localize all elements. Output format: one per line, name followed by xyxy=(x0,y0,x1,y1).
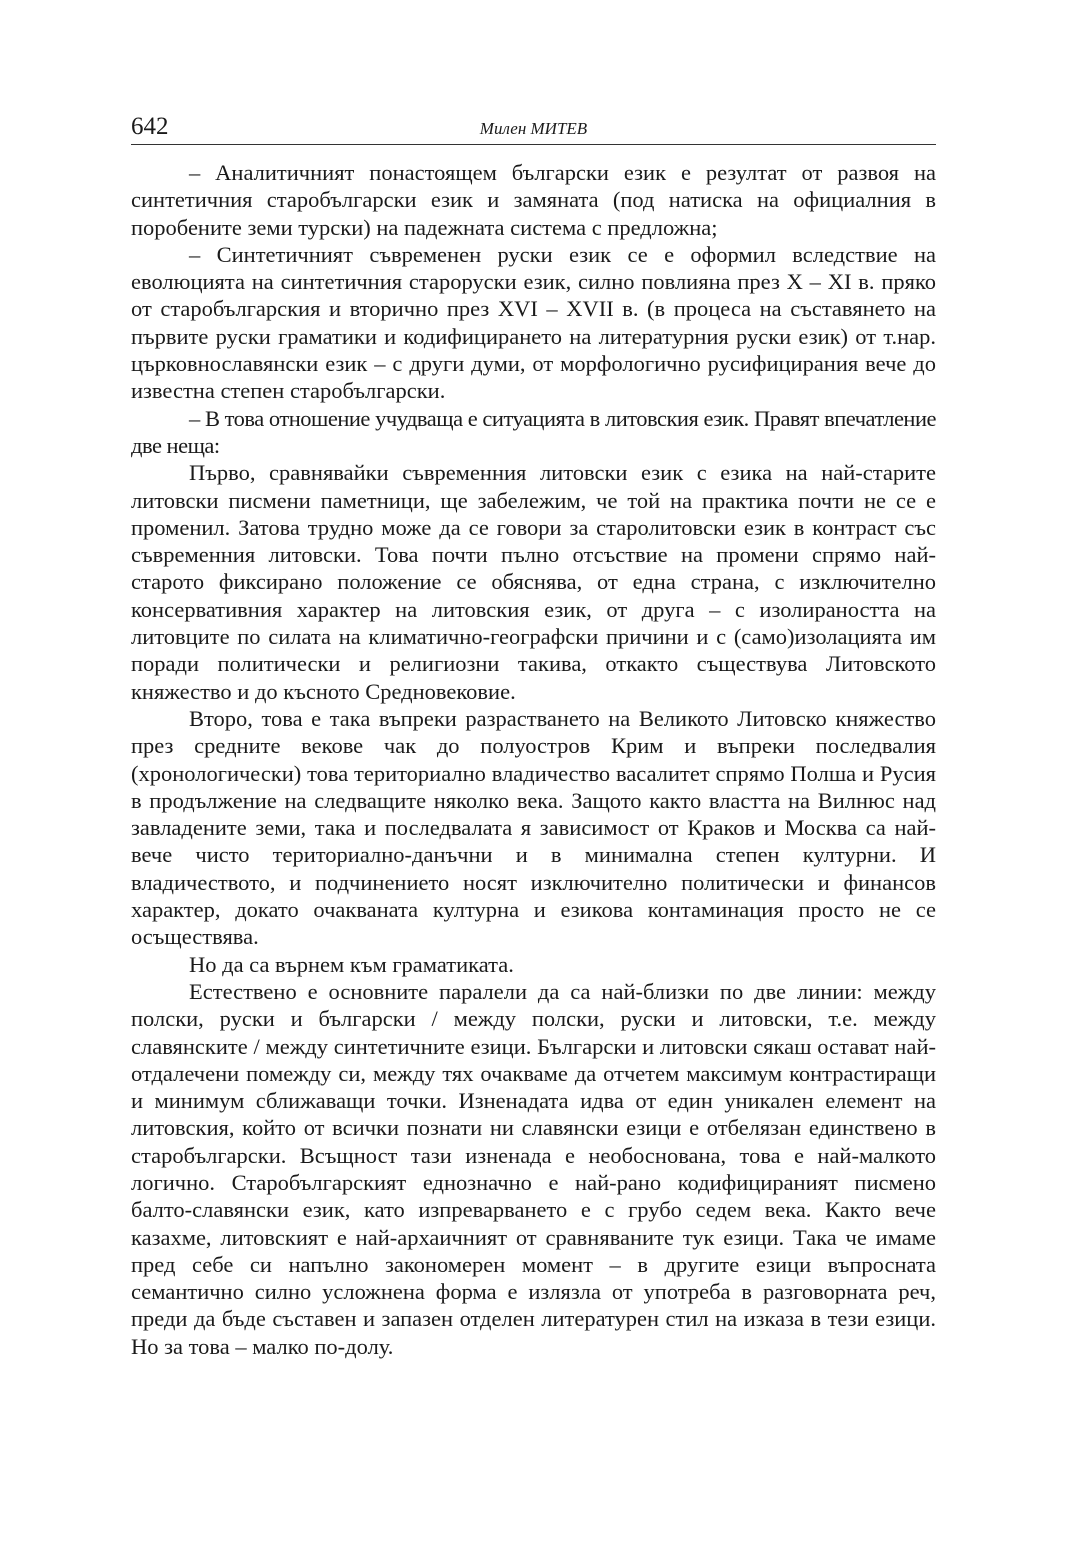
paragraph: Естествено е основните паралели да са най-близки по две линии: между полски, руски и български / между полски, руски и литовски, т.е. между славянските / между синтетичните езици. Български и литовски сякаш остават най-отдалечени помежду си, между тях очакваме да отчетем максимум контрастиращи и минимум сближаващи точки. Изненадата идва от един уникален елемент на литовския, който от всички познати ни славянски езици е отбелязан единствено в старобългарски. Всъщност тази изненада е необоснована, това е най-малкото логично. Старобългарският еднозначно е най-рано кодифицираният писмено балто-славянски език, като изпреварването е с грубо седем века. Както вече казахме, литовският е най-архаичният от сравняваните тук езици. Така че имаме пред себе си напълно закономерен момент – в другите езици въпросната семантично силно усложнена форма е излязла от употреба в разговорната реч, преди да бъде съставен и запазен отделен литературен стил на изказа в тези езици. Но за това – малко по-долу. xyxy=(131,978,936,1359)
running-head: Милен МИТЕВ xyxy=(479,119,588,138)
page-header xyxy=(131,110,936,145)
paragraph: – В това отношение учудваща е ситуацията в литовския език. Правят впечатление две неща: xyxy=(131,405,936,458)
paragraph: – Синтетичният съвременен руски език се е оформил вследствие на еволюцията на синтетичния староруски език, силно повлияна през X – XI в. пряко от старобългарския и вторично през XVI – XVII в. (в процеса на съставянето на първите руски граматики и кодифицирането на литературния руски език) от т.нар. църковнославянски език – с други думи, от морфологично русифицирания вече до известна степен старобългарски. xyxy=(131,241,936,404)
paragraph: Първо, сравнявайки съвременния литовски език с езика на най-старите литовски писмени паметници, ще забележим, че той на практика почти не се е променил. Затова трудно може да се говори за старолитовски език в контраст със съвременния литовски. Това почти пълно отсъствие на промени спрямо най-старото фиксирано положение се обяснява, от една страна, с изключително консервативния характер на литовския език, от друга – с изолираността на литовците по силата на климатично-географски причини и с (само)изолацията им поради политически и религиозни такива, откакто съществува Литовското княжество и до късното Средновековие. xyxy=(131,460,936,704)
body-text xyxy=(131,159,936,1360)
paragraph: – Аналитичният понастоящем български език е резултат от развоя на синтетичния старобългарски език и замяната (под натиска на официалния в поробените земи турски) на падежната система с предложна; xyxy=(131,160,936,240)
paragraph: Но да са върнем към граматиката. xyxy=(189,951,514,977)
document-page xyxy=(131,110,936,1360)
paragraph: Второ, това е така въпреки разрастването на Великото Литовско княжество през средните векове чак до полуостров Крим и въпреки последвалия (хронологически) това териториално владичество васалитет спрямо Полша и Русия в продължение на следващите няколко века. Защото както властта на Вилнюс над завладените земи, така и последвалата я зависимост от Краков и Москва са най-вече чисто териториално-данъчни и в минимална степен културни. И владичеството, и подчинението носят изключително политически и финансов характер, докато очакваната културна и езикова контаминация просто не се осъществява. xyxy=(131,705,936,950)
page-number: 642 xyxy=(131,113,169,140)
